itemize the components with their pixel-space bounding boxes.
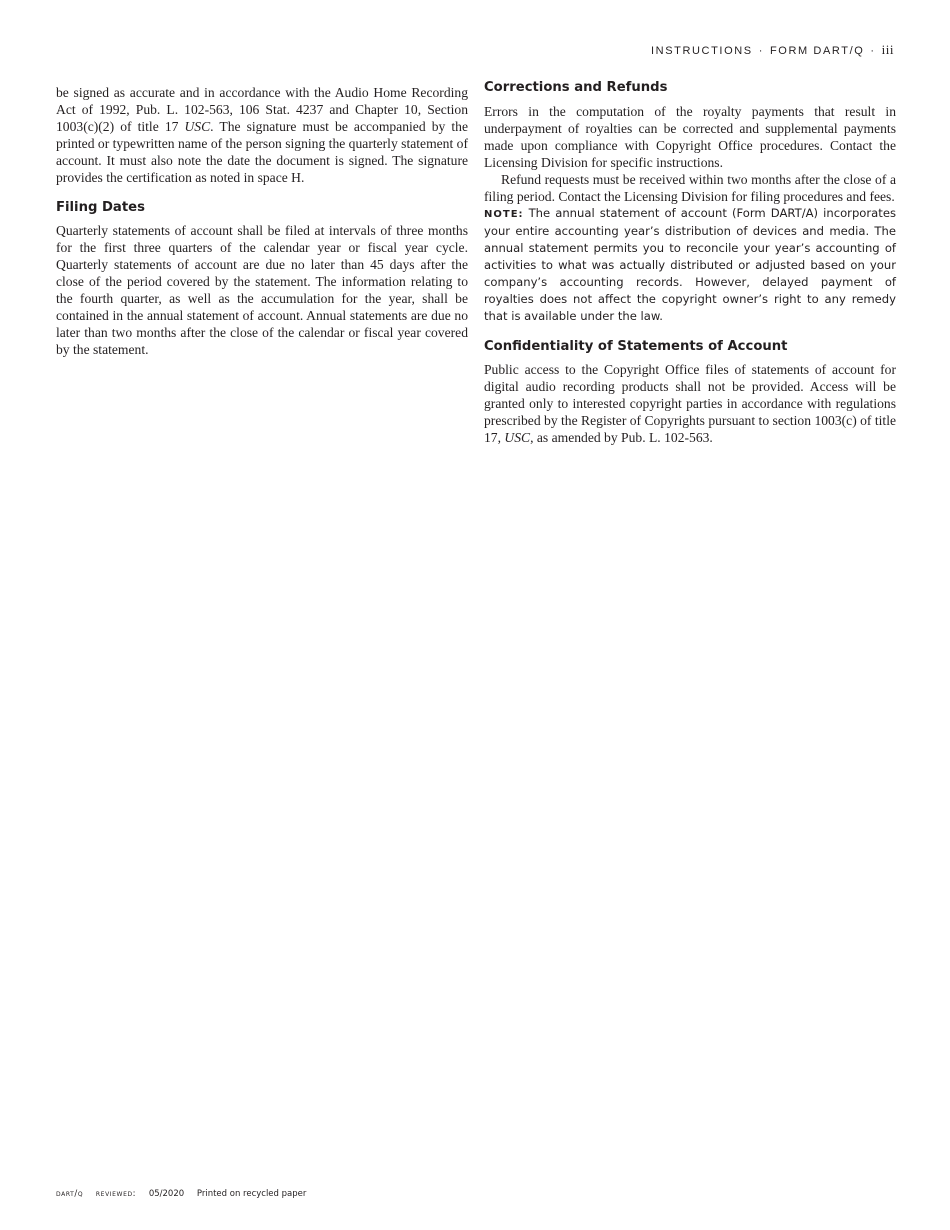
footer-reviewed-label: reviewed:: [95, 1189, 137, 1199]
confidentiality-heading: Confidentiality of Statements of Account: [484, 339, 788, 354]
refunds-paragraph: Refund requests must be received within two months after the close of a filing period. Contact the Licensing Division for filing procedures and fees.: [484, 172, 896, 204]
confidentiality-paragraph: [484, 361, 896, 446]
corrections-heading: Corrections and Refunds: [484, 80, 668, 95]
footer-recycled-note: Printed on recycled paper: [196, 1189, 307, 1199]
note-label: NOTE:: [484, 209, 524, 220]
header-separator: ·: [870, 45, 876, 57]
note-text: The annual statement of account (Form DART/A) incorporates your entire accounting year’s distribution of devices and media. The annual statement permits you to reconcile your year’s accounting of activities to what was actually distributed or adjusted based on your company’s accounting records. However, delayed payment of royalties does not affect the copyright owner’s right to any remedy that is available under the law.: [484, 206, 896, 323]
page-footer: [56, 1189, 306, 1199]
signature-text-part2: . The signature must be accompanied by the printed or typewritten name of the person signing the quarterly statement of account. It must also note the date the document is signed. The signature provides the certification as noted in space H.: [56, 119, 468, 185]
header-separator: ·: [758, 45, 764, 57]
confidentiality-text-part2: , as amended by Pub. L. 102-563.: [530, 430, 713, 445]
signature-text-part1: be signed as accurate and in accordance with the Audio Home Recording Act of 1992, Pub. L. 102-563, 106 Stat. 4237 and Chapter 10, Section 1003(c)(2) of title 17: [56, 85, 468, 134]
usc-reference: USC: [504, 430, 531, 445]
usc-reference: USC: [184, 119, 211, 134]
page-header: [651, 42, 894, 58]
filing-dates-heading: Filing Dates: [56, 200, 145, 215]
header-form: FORM DART/Q: [769, 45, 865, 57]
confidentiality-text-part1: Public access to the Copyright Office files of statements of account for digital audio recording products shall not be provided. Access will be granted only to interested copyright parties in accordance with regulations prescribed by the Register of Copyrights pursuant to section 1003(c) of title 17,: [484, 362, 896, 445]
header-section: INSTRUCTIONS: [651, 45, 753, 57]
note-paragraph: [484, 205, 896, 325]
filing-dates-paragraph: Quarterly statements of account shall be filed at intervals of three months for the first three quarters of the calendar year or fiscal year cycle. Quarterly statements of account are due no later than 45 days after the close of the period covered by the statement. The information relating to the fourth quarter, as well as the accumulation for the year, shall be contained in the annual statement of account. Annual statements are due no later than two months after the close of the calendar or fiscal year covered by the statement.: [56, 223, 468, 357]
corrections-paragraph: Errors in the computation of the royalty payments that result in underpayment of royalties can be corrected and supplemental payments made upon compliance with Copyright Office procedures. Contact the Licensing Division for specific instructions.: [484, 104, 896, 170]
page-number: iii: [881, 42, 894, 57]
left-column: [56, 84, 468, 358]
right-column: [484, 80, 896, 446]
footer-form: dart/q: [56, 1189, 84, 1199]
footer-reviewed-date: 05/2020: [148, 1189, 185, 1199]
signature-paragraph: [56, 84, 468, 186]
